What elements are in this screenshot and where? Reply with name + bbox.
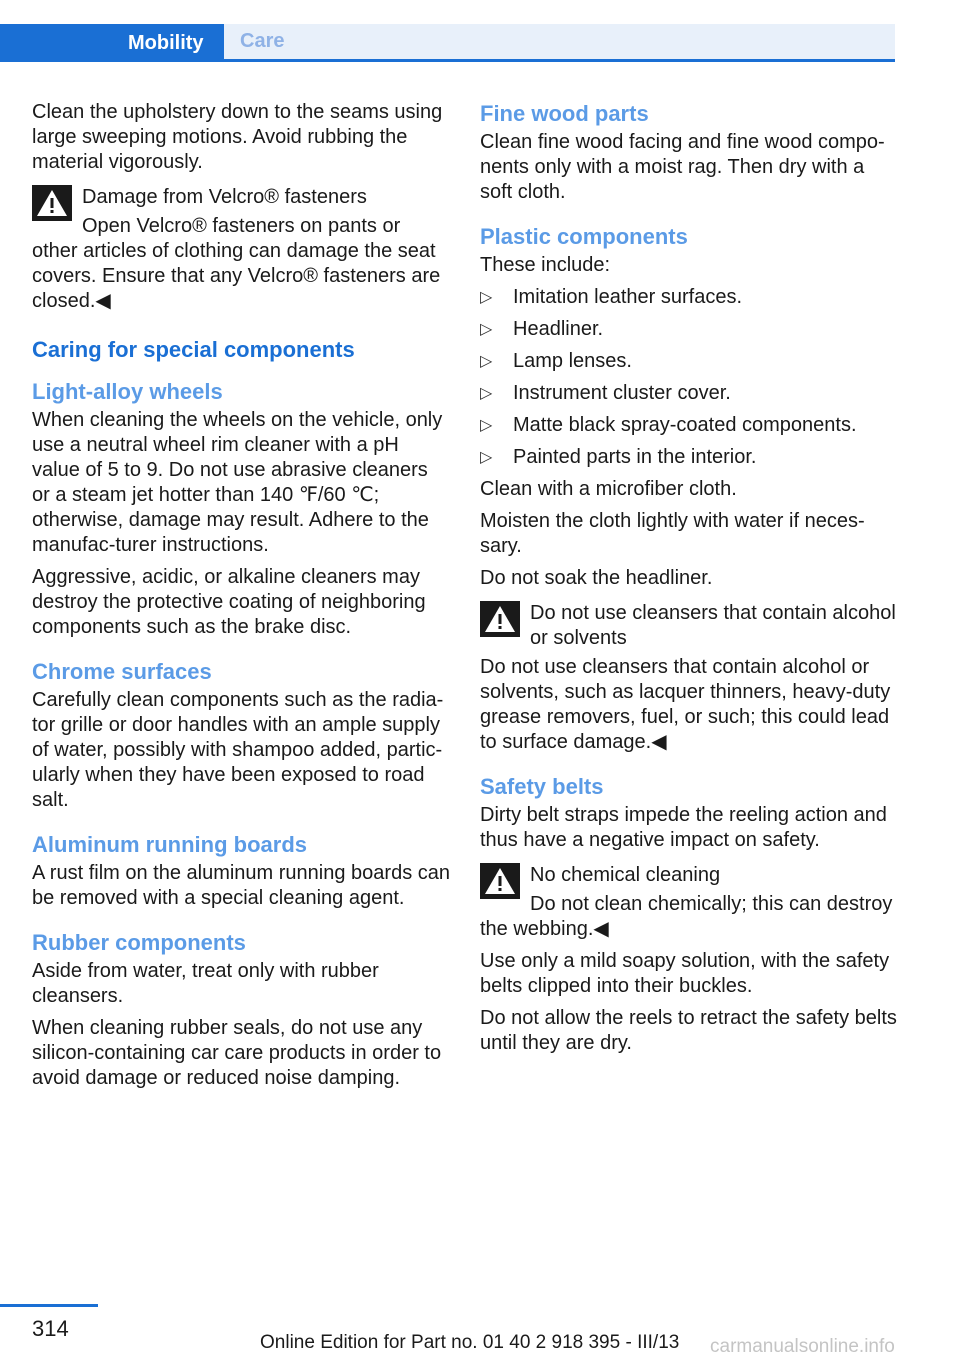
warning-velcro (32, 185, 450, 314)
right-column (480, 100, 898, 1063)
edition-note: Online Edition for Part no. 01 40 2 918 395 - III/13 (260, 1332, 680, 1353)
wood-paragraph: Clean fine wood facing and fine wood compo-nents only with a moist rag. Then dry with a soft cloth. (480, 131, 885, 203)
belts-paragraph-3: Do not allow the reels to retract the safety belts until they are dry. (480, 1007, 897, 1054)
microfiber-paragraph: Clean with a microfiber cloth. (480, 478, 737, 500)
warning-body (480, 892, 898, 942)
plastic-list (480, 285, 898, 470)
bullet-triangle-icon: ▷ (480, 289, 493, 306)
list-item (480, 285, 898, 310)
watermark: carmanualsonline.info (710, 1336, 895, 1357)
left-column (32, 100, 450, 1098)
warning-header (480, 863, 898, 888)
list-item (480, 413, 898, 438)
footer-accent-line (0, 1304, 98, 1307)
tab-care[interactable]: Care (224, 24, 895, 59)
heading-fine-wood-parts: Fine wood parts (480, 101, 649, 126)
list-item (480, 317, 898, 342)
chrome-paragraph: Carefully clean components such as the radia-tor grille or door handles with an ample supply of water, possibly with shampoo added, partic-ularly when they have been exposed to road salt. (32, 689, 444, 811)
warning-chemical (480, 863, 898, 942)
page-number: 314 (32, 1316, 69, 1341)
moisten-paragraph: Moisten the cloth lightly with water if neces-sary. (480, 510, 865, 557)
warning-title: Damage from Velcro® fasteners (82, 186, 367, 208)
tab-mobility[interactable]: Mobility (0, 24, 224, 62)
warning-title: No chemical cleaning (530, 864, 721, 886)
rubber-paragraph-1: Aside from water, treat only with rubber cleansers. (32, 960, 379, 1007)
warning-header (32, 185, 450, 210)
belts-paragraph: Dirty belt straps impede the reeling action and thus have a negative impact on safety. (480, 804, 887, 851)
heading-aluminum-running-boards: Aluminum running boards (32, 832, 307, 857)
warning-icon (480, 601, 520, 637)
aluminum-paragraph: A rust film on the aluminum running boards can be removed with a special cleaning agent. (32, 862, 450, 909)
warning-body-rest: other articles of clothing can damage the seat covers. Ensure that any Velcro® fasteners are closed.◀ (32, 240, 441, 312)
warning-icon (32, 185, 72, 221)
rubber-paragraph-2: When cleaning rubber seals, do not use any silicon-containing car care products in order to avoid damage or reduced noise damping. (32, 1017, 442, 1089)
bullet-triangle-icon: ▷ (480, 449, 493, 466)
heading-safety-belts: Safety belts (480, 774, 604, 799)
warning-body-rest: the webbing.◀ (480, 918, 609, 940)
list-item (480, 445, 898, 470)
headliner-paragraph: Do not soak the headliner. (480, 567, 713, 589)
upholstery-paragraph: Clean the upholstery down to the seams using large sweeping motions. Avoid rubbing the material vigorously. (32, 101, 443, 173)
wheels-paragraph: When cleaning the wheels on the vehicle, only use a neutral wheel rim cleaner with a pH value of 5 to 9. Do not use abrasive cleaners or a steam jet hotter than 140 ℉/60 ℃; otherwise, damage may result. Adhere to the manufac-turer instructions. (32, 409, 443, 556)
list-item-text: Matte black spray-coated components. (513, 414, 857, 436)
belts-paragraph-2: Use only a mild soapy solution, with the safety belts clipped into their buckles. (480, 950, 890, 997)
warning-body (480, 655, 898, 755)
list-item-text: Painted parts in the interior. (513, 446, 757, 468)
list-item-text: Instrument cluster cover. (513, 382, 731, 404)
warning-body-first-line: Open Velcro® fasteners on pants or (82, 215, 401, 237)
bullet-triangle-icon: ▷ (480, 321, 493, 338)
warning-title: Do not use cleansers that contain alcohol or solvents (530, 602, 896, 649)
bullet-triangle-icon: ▷ (480, 385, 493, 402)
tab-underline (224, 59, 895, 62)
list-item-text: Headliner. (513, 318, 604, 340)
plastic-intro: These include: (480, 254, 611, 276)
list-item (480, 381, 898, 406)
bullet-triangle-icon: ▷ (480, 417, 493, 434)
warning-body-text: Do not use cleansers that contain alcohol or solvents, such as lacquer thinners, heavy-duty grease removers, fuel, or such; this could lead to surface damage.◀ (480, 656, 891, 753)
heading-light-alloy-wheels: Light-alloy wheels (32, 379, 223, 404)
list-item-text: Imitation leather surfaces. (513, 286, 742, 308)
warning-body-first-line: Do not clean chemically; this can destroy (530, 893, 893, 915)
list-item (480, 349, 898, 374)
warning-header (480, 601, 898, 651)
heading-plastic-components: Plastic components (480, 224, 688, 249)
warning-icon (480, 863, 520, 899)
warning-cleansers (480, 601, 898, 755)
heading-rubber-components: Rubber components (32, 930, 246, 955)
list-item-text: Lamp lenses. (513, 350, 632, 372)
warning-body (32, 214, 450, 314)
heading-chrome-surfaces: Chrome surfaces (32, 659, 212, 684)
bullet-triangle-icon: ▷ (480, 353, 493, 370)
chapter-tabs (0, 0, 960, 62)
section-title: Caring for special components (32, 337, 355, 362)
wheels-paragraph-2: Aggressive, acidic, or alkaline cleaners may destroy the protective coating of neighboring components such as the brake disc. (32, 566, 426, 638)
